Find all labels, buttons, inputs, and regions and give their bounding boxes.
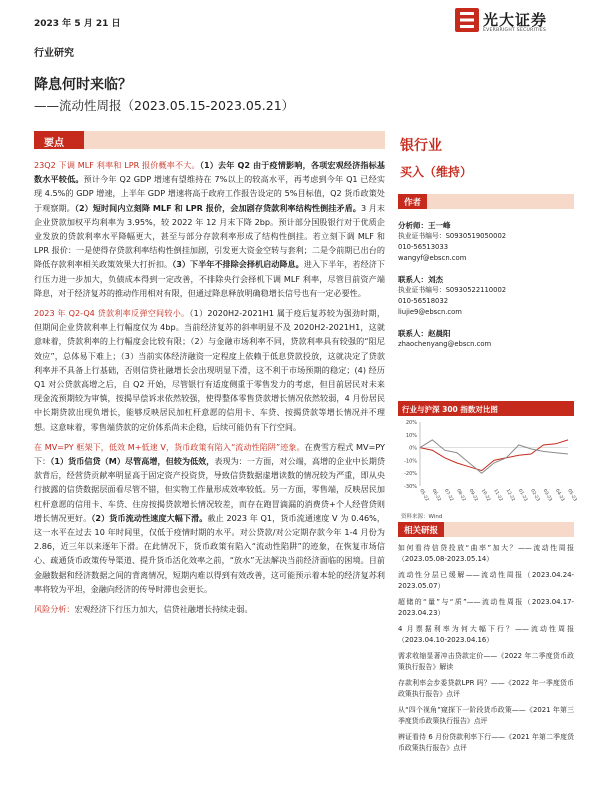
key-points-bar <box>34 131 385 149</box>
report-title: 降息何时来临？ <box>34 77 132 93</box>
sidebar <box>398 135 574 350</box>
contact-name: 联系人：刘杰 <box>398 275 443 284</box>
related-bar <box>398 522 574 537</box>
x-tick-label: 12-22 <box>504 488 516 503</box>
y-tick-label: -20% <box>404 471 417 478</box>
related-item[interactable]: 超储的“量”与“质”——流动性周报（2023.04.17-2023.04.23） <box>398 598 574 617</box>
rating: 买入（维持） <box>400 165 473 179</box>
risk-text: 宏观经济下行压力加大，信贷社融增长持续走弱。 <box>74 604 253 615</box>
related-item[interactable]: 4 月票据利率为何大幅下行？——流动性周报（2023.04.10-2023.04.16） <box>398 625 574 644</box>
x-tick-label: 01-23 <box>516 488 528 503</box>
contact-block-2 <box>398 328 574 350</box>
risk-label: 风险分析： <box>34 604 75 615</box>
x-tick-label: 02-23 <box>529 488 541 503</box>
p1-headline: 23Q2 下调 MLF 利率和 LPR 报价概率不大。 <box>34 160 200 170</box>
authors-bar <box>398 194 574 209</box>
brand-name-en: EVERBRIGHT SECURITIES <box>483 28 547 33</box>
x-tick-label: 04-23 <box>553 488 565 503</box>
p3-point-1: （1）货币信贷（M）尽管高增，但较为低效， <box>50 456 215 467</box>
analyst-phone: 010-56513033 <box>398 243 449 251</box>
paragraph-3 <box>34 440 385 596</box>
p1-text-1: 预计今年 Q2 GDP 增速有望维持在 7%以上的较高水平，再考虑到今年 Q1 已经实现 4.5%的 GDP 增速，上半年 GDP 增速将高于政府工作报告设定的 5%目标值，Q2 货币政策处于观察期。 <box>34 174 385 213</box>
p3-point-2: （2）货币流动性速度大幅下滑。 <box>91 512 208 523</box>
industry-name: 银行业 <box>400 138 442 154</box>
p2-headline: 2023 年 Q2-Q4 贷款利率反弹空间较小。 <box>34 308 190 319</box>
related-item[interactable]: 流动性分层已缓解——流动性周报（2023.04.24-2023.05.07） <box>398 571 574 590</box>
related-research <box>398 522 574 759</box>
report-date: 2023 年 5 月 21 日 <box>34 19 121 29</box>
contact-email[interactable]: liujie9@ebscn.com <box>398 308 462 316</box>
x-tick-label: 06-22 <box>430 488 442 503</box>
related-item[interactable]: 存款利率会步委贷款LPR 吗？——《2022 年一季度货币政策执行报告》点评 <box>398 679 574 698</box>
contact-block <box>398 274 574 318</box>
p1-point-2: （2）短时间内立刻降 MLF 和 LPR 报价，会加剧存贷款利率结构性倒挂矛盾。 <box>74 202 361 213</box>
x-tick-label: 09-22 <box>467 488 479 503</box>
p3-headline: 在 MV=PY 框架下，低效 M+低速 V，货币政策有陷入“流动性陷阱”迹象。 <box>34 441 305 452</box>
brand-name: 光大证券 <box>483 11 548 29</box>
analyst-name: 分析师：王一峰 <box>398 221 451 230</box>
p1-text-3: 进入下半年，若经济下行压力进一步加大，负债成本得到一定改善，不排除央行会择机下调 MLF 利率，尽管目前资产端降息，对于经济复苏的推动作用相对有限，但通过降息释放明确稳增长信号也有一定必要性。 <box>34 259 385 298</box>
related-list <box>398 543 574 753</box>
authors-label: 作者 <box>398 194 427 209</box>
related-item[interactable]: 需求收缩显著冲击贷款定价——《2022 年二季度货币政策执行报告》解读 <box>398 652 574 671</box>
x-tick-label: 05-22 <box>418 488 430 503</box>
chart-title: 行业与沪深 300 指数对比图 <box>398 401 574 416</box>
p3-text-3: 截止 2023 年 Q1，货币流通速度 V 为 0.46%，这一水平在过去 10 年时间里，仅低于疫情时期的水平。对公贷款/对公定期存款今年 1-4 月份为 2.86，近三年以来逐年下滑。在此情况下，货币政策有陷入“流动性陷阱”的迹象，在恢复市场信心、疏通货币政策传导渠道、提升货币活化效率之前，“放水”无法解决当前经济面临的困境。目前金融数据和经济数据之间的背离情况，短期内难以得到有效改善，这可能预示着本轮的经济复苏利率将较为平坦，金融向经济的传导时滞也会更长。 <box>34 512 385 594</box>
paragraph-risk <box>34 602 385 616</box>
p3-text-1: 在费雪方程式 MV=PY 下： <box>34 441 385 467</box>
paragraph-2 <box>34 306 385 434</box>
contact-name-2: 联系人：赵晨阳 <box>398 329 451 338</box>
related-item[interactable]: 从“四个视角”窥探下一阶段货币政策——《2021 年第三季度货币政策执行报告》点评 <box>398 706 574 725</box>
x-tick-label: 10-22 <box>479 488 491 503</box>
chart-plot <box>398 416 578 506</box>
x-tick-label: 05-23 <box>566 488 578 503</box>
brand-mark-icon <box>455 8 479 32</box>
series-line <box>420 440 568 471</box>
contact-phone: 010-56518032 <box>398 297 449 305</box>
p2-text: （1）2020H2-2021H1 属于疫后复苏较为强劲时期，但期间企业贷款利率上行幅度仅为 4bp。当前经济复苏的斜率明显不及 2020H2-2021H1，这就意味着，贷款利率的上行幅度会比较有限；（2）与金融市场利率不同，贷款利率具有较强的“阻尼效应”，总体易下难上；（3）当前实体经济融资一定程度上依赖于低息贷款投放，这就决定了贷款利率并不具备上行基础，否则信贷社融增长会出现明显下滑，这不利于市场预期的稳定；(4) 经历 Q1 对公贷款高增之后，自 Q2 开始，尽管银行有适度侧重于零售发力的考虑，但目前居民对未来现金流预期较为审慎，按揭早偿诉求依然较强，使得整体零售贷款增长情况依然较弱，4 月份居民中长期贷款出现负增长，能够反映居民加杠杆意愿的信用卡、车贷、按揭贷款等增长情况并不理想。这意味着，零售端贷款的定价体系尚未企稳，后续可能仍有下行空间。 <box>34 308 385 432</box>
contact-email-2[interactable]: zhaochenyang@ebscn.com <box>398 340 492 348</box>
p1-point-3: （3）下半年不排除会择机启动降息。 <box>172 259 304 270</box>
p3-text-2: 表现为：一方面，对公端，高增的企业中长期贷款背后，经营贷贡献率明显高于固定资产投资贷，导致信贷数据虚增读数的情况较为严重，即从央行披露的信贷数据层面看尽管不错，但实物工作量形成效率较低。另一方面，零售端，反映居民加杠杆意愿的信用卡、车贷、住房按揭贷款增长情况较差，而存在跑冒滴漏的消费贷+个人经营贷则增长情况更好。 <box>34 456 385 523</box>
analyst-block <box>398 220 574 264</box>
analyst-cert: 执业证书编号：S0930519050002 <box>398 232 507 240</box>
analyst-email[interactable]: wangyf@ebscn.com <box>398 254 467 262</box>
x-tick-label: 08-22 <box>455 488 467 503</box>
report-subtitle: ——流动性周报（2023.05.15-2023.05.21） <box>34 98 295 113</box>
p1-point-1: （1）去年 Q2 由于疫情影响，各项宏观经济指标基数水平较低。 <box>34 160 385 185</box>
y-tick-label: -10% <box>404 458 417 465</box>
related-item[interactable]: 如何看待信贷投放“曲率”加大？——流动性周报（2023.05.08-2023.05.14） <box>398 544 574 563</box>
key-points-label: 要点 <box>34 131 84 149</box>
index-chart <box>398 401 578 520</box>
y-tick-label: -30% <box>404 484 417 490</box>
y-tick-label: 10% <box>405 432 417 439</box>
related-label: 相关研报 <box>398 522 444 537</box>
doc-type: 行业研究 <box>34 48 74 59</box>
x-tick-label: 07-22 <box>442 488 454 503</box>
main-body <box>34 158 385 622</box>
related-item[interactable]: 辨证看待 6 月份贷款利率下行——《2021 年第二季度货币政策执行报告》点评 <box>398 733 574 752</box>
x-tick-label: 11-22 <box>492 488 504 503</box>
paragraph-1 <box>34 158 385 300</box>
p1-text-2: 3 月末企业贷款加权平均利率为 3.95%，较 2022 年 12 月末下降 2bp。预计部分国股银行对于优质企业发放的贷款利率水平降幅更大，甚至与部分存款利率形成了结构性倒挂。若立刻下调 MLF 和 LPR 报价：一是使得存贷款利率结构性倒挂加剧，引发更大资金空转与套利；二是令前期已出台的降低存款利率相关政策效果大打折扣。 <box>34 202 385 270</box>
y-tick-label: 20% <box>405 420 417 426</box>
chart-source: 资料来源：Wind <box>401 514 443 520</box>
y-tick-label: 0% <box>409 445 417 452</box>
contact-cert: 执业证书编号：S0930522110002 <box>398 286 507 294</box>
x-tick-label: 03-23 <box>541 488 553 503</box>
brand-logo <box>455 8 575 38</box>
